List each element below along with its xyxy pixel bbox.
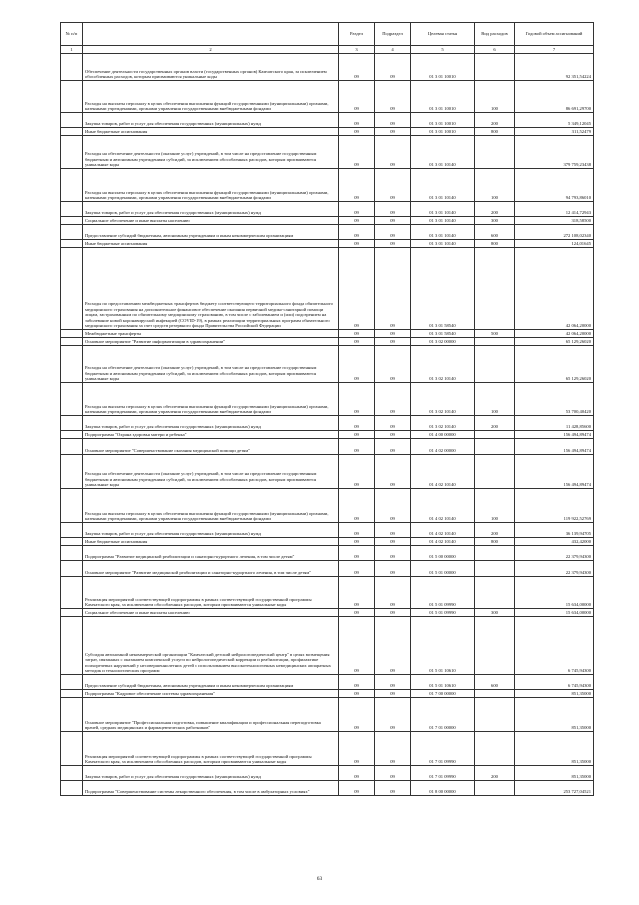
cell-row-number bbox=[61, 54, 83, 81]
table-row bbox=[61, 732, 594, 766]
cell-podrazdel: 09 bbox=[375, 113, 411, 128]
cell-name: Расходы по предоставлению межбюджетных трансфертов бюджету соответствующего территориального фонда обязательного медицинского страхования на дополнительное финансовое обеспечение оказания первичной медико-санитарной помощи лицам, застрахованным по обязательному медицинскому страхованию, в том числе с заболеванием и (или) подозрением на заболевание новой коронавирусной инфекцией (COVID-19), в рамках реализации территориальных программ обязательного медицинского страхования за счет средств резервного фонда Правительства Российской Федерации bbox=[83, 248, 339, 330]
cell-razdel: 09 bbox=[339, 136, 375, 169]
column-number: 2 bbox=[83, 46, 339, 54]
cell-expense-type: 100 bbox=[475, 169, 515, 202]
header-target-article: Целевая статья bbox=[411, 23, 475, 46]
cell-row-number bbox=[61, 732, 83, 766]
cell-annual-amount: 156 494,89474 bbox=[515, 431, 594, 439]
cell-razdel: 09 bbox=[339, 202, 375, 217]
cell-name: Расходы на обеспечение деятельности (оказание услуг) учреждений, в том числе на предоставление государственным бюджетным и автономным учреждениям субсидий, за исключением обособленных расходов, которым присваиваются уникальные коды bbox=[83, 346, 339, 383]
cell-target-article: 01 3 02 10140 bbox=[411, 346, 475, 383]
table-row bbox=[61, 439, 594, 455]
cell-expense-type: 100 bbox=[475, 81, 515, 113]
cell-name: Расходы на обеспечение деятельности (оказание услуг) учреждений, в том числе на предоставление государственным бюджетным и автономным учреждениям субсидий, за исключением обособленных расходов, которым присваиваются уникальные коды bbox=[83, 136, 339, 169]
cell-target-article: 01 4 00 00000 bbox=[411, 431, 475, 439]
table-row bbox=[61, 202, 594, 217]
table-row bbox=[61, 431, 594, 439]
cell-expense-type: 500 bbox=[475, 330, 515, 338]
cell-expense-type: 200 bbox=[475, 523, 515, 538]
cell-row-number bbox=[61, 113, 83, 128]
cell-podrazdel: 09 bbox=[375, 523, 411, 538]
cell-annual-amount: 851,35000 bbox=[515, 698, 594, 732]
table-row bbox=[61, 346, 594, 383]
cell-annual-amount: 22 379,94300 bbox=[515, 561, 594, 577]
cell-podrazdel: 09 bbox=[375, 136, 411, 169]
cell-name: Реализация мероприятий соответствующей подпрограммы в рамках соответствующей государственной программы Камчатского края, за исключением обособленных расходов, которым присваиваются уникальные коды bbox=[83, 732, 339, 766]
cell-row-number bbox=[61, 128, 83, 136]
header-razdel: Раздел bbox=[339, 23, 375, 46]
cell-row-number bbox=[61, 766, 83, 781]
header-expense-type: Вид расходов bbox=[475, 23, 515, 46]
cell-name: Расходы на выплаты персоналу в целях обеспечения выполнения функций государственными (муниципальными) органами, казенными учреждениями, органами управления государственными внебюджетными фондами bbox=[83, 489, 339, 523]
cell-target-article: 01 5 00 00000 bbox=[411, 546, 475, 561]
cell-name: Иные бюджетные ассигнования bbox=[83, 240, 339, 248]
cell-podrazdel: 09 bbox=[375, 128, 411, 136]
cell-razdel: 09 bbox=[339, 546, 375, 561]
cell-name: Расходы на обеспечение деятельности (оказание услуг) учреждений, в том числе на предоставление государственным бюджетным и автономным учреждениям субсидий, за исключением обособленных расходов, которым присваиваются уникальные коды bbox=[83, 455, 339, 489]
cell-expense-type: 100 bbox=[475, 489, 515, 523]
cell-row-number bbox=[61, 431, 83, 439]
cell-annual-amount: 6 745,94300 bbox=[515, 617, 594, 675]
cell-expense-type: 300 bbox=[475, 217, 515, 225]
cell-podrazdel: 09 bbox=[375, 346, 411, 383]
cell-razdel: 09 bbox=[339, 690, 375, 698]
cell-podrazdel: 09 bbox=[375, 455, 411, 489]
cell-razdel: 09 bbox=[339, 439, 375, 455]
cell-target-article: 01 7 01 09990 bbox=[411, 766, 475, 781]
cell-name: Межбюджетные трансферты bbox=[83, 330, 339, 338]
cell-annual-amount: 65 129,26020 bbox=[515, 338, 594, 346]
table-row bbox=[61, 561, 594, 577]
cell-annual-amount: 86 691,29700 bbox=[515, 81, 594, 113]
table-row bbox=[61, 217, 594, 225]
cell-annual-amount: 124,01645 bbox=[515, 240, 594, 248]
table-row bbox=[61, 240, 594, 248]
column-number: 4 bbox=[375, 46, 411, 54]
cell-target-article: 01 3 02 10140 bbox=[411, 383, 475, 416]
budget-table bbox=[60, 22, 594, 796]
cell-razdel: 09 bbox=[339, 698, 375, 732]
cell-name: Закупка товаров, работ и услуг для обеспечения государственных (муниципальных) нужд bbox=[83, 113, 339, 128]
cell-target-article: 01 5 01 09990 bbox=[411, 609, 475, 617]
table-row bbox=[61, 489, 594, 523]
cell-name: Закупка товаров, работ и услуг для обеспечения государственных (муниципальных) нужд bbox=[83, 766, 339, 781]
table-row bbox=[61, 766, 594, 781]
cell-podrazdel: 09 bbox=[375, 698, 411, 732]
cell-row-number bbox=[61, 439, 83, 455]
cell-target-article: 01 3 01 10140 bbox=[411, 217, 475, 225]
cell-razdel: 09 bbox=[339, 781, 375, 796]
cell-target-article: 01 3 01 10140 bbox=[411, 240, 475, 248]
cell-expense-type: 600 bbox=[475, 225, 515, 240]
cell-annual-amount: 53 700,40420 bbox=[515, 383, 594, 416]
cell-expense-type bbox=[475, 690, 515, 698]
cell-row-number bbox=[61, 561, 83, 577]
header-annual-amount: Годовой объем ассигнований bbox=[515, 23, 594, 46]
cell-podrazdel: 09 bbox=[375, 732, 411, 766]
cell-row-number bbox=[61, 489, 83, 523]
cell-annual-amount: 851,35000 bbox=[515, 732, 594, 766]
cell-row-number bbox=[61, 240, 83, 248]
cell-name: Подпрограмма "Охрана здоровья матери и ребенка" bbox=[83, 431, 339, 439]
cell-name: Подпрограмма "Развитие медицинской реабилитации и санаторно-курортного лечения, в том числе детям" bbox=[83, 546, 339, 561]
page-number: 63 bbox=[316, 876, 323, 882]
cell-target-article: 01 3 01 58540 bbox=[411, 248, 475, 330]
cell-podrazdel: 09 bbox=[375, 202, 411, 217]
cell-target-article: 01 5 01 10610 bbox=[411, 617, 475, 675]
table-row bbox=[61, 781, 594, 796]
table-row bbox=[61, 81, 594, 113]
cell-podrazdel: 09 bbox=[375, 617, 411, 675]
cell-expense-type: 800 bbox=[475, 240, 515, 248]
cell-name: Расходы на выплаты персоналу в целях обеспечения выполнения функций государственными (муниципальными) органами, казенными учреждениями, органами управления государственными внебюджетными фондами bbox=[83, 169, 339, 202]
cell-razdel: 09 bbox=[339, 338, 375, 346]
table-row bbox=[61, 617, 594, 675]
cell-row-number bbox=[61, 330, 83, 338]
column-number: 6 bbox=[475, 46, 515, 54]
cell-row-number bbox=[61, 136, 83, 169]
column-number-row bbox=[61, 46, 594, 54]
table-row bbox=[61, 546, 594, 561]
cell-annual-amount: 12 414,72943 bbox=[515, 202, 594, 217]
cell-expense-type bbox=[475, 455, 515, 489]
cell-row-number bbox=[61, 338, 83, 346]
cell-podrazdel: 09 bbox=[375, 538, 411, 546]
cell-podrazdel: 09 bbox=[375, 431, 411, 439]
cell-row-number bbox=[61, 346, 83, 383]
cell-row-number bbox=[61, 609, 83, 617]
cell-annual-amount: 272 108,02340 bbox=[515, 225, 594, 240]
table-row bbox=[61, 383, 594, 416]
cell-annual-amount: 94 793,86010 bbox=[515, 169, 594, 202]
cell-expense-type: 200 bbox=[475, 416, 515, 431]
cell-row-number bbox=[61, 416, 83, 431]
cell-annual-amount: 156 494,89474 bbox=[515, 455, 594, 489]
cell-podrazdel: 09 bbox=[375, 225, 411, 240]
cell-expense-type: 600 bbox=[475, 675, 515, 690]
cell-name: Закупка товаров, работ и услуг для обеспечения государственных (муниципальных) нужд bbox=[83, 202, 339, 217]
table-row bbox=[61, 455, 594, 489]
cell-expense-type bbox=[475, 617, 515, 675]
cell-row-number bbox=[61, 81, 83, 113]
cell-target-article: 01 4 02 10140 bbox=[411, 523, 475, 538]
cell-annual-amount: 65 129,26020 bbox=[515, 346, 594, 383]
column-number: 3 bbox=[339, 46, 375, 54]
cell-podrazdel: 09 bbox=[375, 81, 411, 113]
cell-annual-amount: 6 745,94300 bbox=[515, 675, 594, 690]
cell-row-number bbox=[61, 781, 83, 796]
table-row bbox=[61, 609, 594, 617]
cell-razdel: 09 bbox=[339, 431, 375, 439]
header-podrazdel: Подраздел bbox=[375, 23, 411, 46]
cell-podrazdel: 09 bbox=[375, 54, 411, 81]
table-row bbox=[61, 54, 594, 81]
table-row bbox=[61, 338, 594, 346]
cell-target-article: 01 3 01 10010 bbox=[411, 113, 475, 128]
cell-target-article: 01 7 01 00000 bbox=[411, 698, 475, 732]
cell-razdel: 09 bbox=[339, 240, 375, 248]
cell-name: Подпрограмма "Совершенствование системы лекарственного обеспечения, в том числе в амбулаторных условиях" bbox=[83, 781, 339, 796]
cell-expense-type bbox=[475, 546, 515, 561]
cell-razdel: 09 bbox=[339, 54, 375, 81]
cell-name: Обеспечение деятельности государственных органов власти (государственных органов) Камчатского края, за исключением обособленных расходов, которым присваиваются уникальные коды bbox=[83, 54, 339, 81]
column-number: 7 bbox=[515, 46, 594, 54]
cell-annual-amount: 42 064,20000 bbox=[515, 330, 594, 338]
cell-row-number bbox=[61, 217, 83, 225]
cell-expense-type bbox=[475, 248, 515, 330]
cell-razdel: 09 bbox=[339, 217, 375, 225]
cell-expense-type bbox=[475, 136, 515, 169]
cell-expense-type bbox=[475, 431, 515, 439]
cell-expense-type bbox=[475, 338, 515, 346]
cell-podrazdel: 09 bbox=[375, 248, 411, 330]
cell-target-article: 01 3 01 10140 bbox=[411, 225, 475, 240]
cell-annual-amount: 22 379,94300 bbox=[515, 546, 594, 561]
cell-expense-type: 200 bbox=[475, 202, 515, 217]
cell-razdel: 09 bbox=[339, 330, 375, 338]
cell-razdel: 09 bbox=[339, 128, 375, 136]
cell-expense-type bbox=[475, 732, 515, 766]
cell-name: Реализация мероприятий соответствующей подпрограммы в рамках соответствующей государственной программы Камчатского края, за исключением обособленных расходов, которым присваиваются уникальные коды bbox=[83, 577, 339, 609]
cell-target-article: 01 4 02 10140 bbox=[411, 538, 475, 546]
cell-expense-type bbox=[475, 781, 515, 796]
cell-name: Подпрограмма "Кадровое обеспечение системы здравоохранения" bbox=[83, 690, 339, 698]
cell-row-number bbox=[61, 523, 83, 538]
cell-podrazdel: 09 bbox=[375, 675, 411, 690]
cell-podrazdel: 09 bbox=[375, 330, 411, 338]
cell-expense-type: 200 bbox=[475, 113, 515, 128]
cell-razdel: 09 bbox=[339, 538, 375, 546]
cell-annual-amount: 379 759,23438 bbox=[515, 136, 594, 169]
cell-name: Социальное обеспечение и иные выплаты населению bbox=[83, 609, 339, 617]
cell-razdel: 09 bbox=[339, 248, 375, 330]
cell-expense-type bbox=[475, 54, 515, 81]
table-row bbox=[61, 577, 594, 609]
cell-annual-amount: 253 727,04521 bbox=[515, 781, 594, 796]
cell-target-article: 01 3 01 10010 bbox=[411, 54, 475, 81]
cell-podrazdel: 09 bbox=[375, 169, 411, 202]
cell-row-number bbox=[61, 538, 83, 546]
cell-razdel: 09 bbox=[339, 416, 375, 431]
column-number: 5 bbox=[411, 46, 475, 54]
cell-podrazdel: 09 bbox=[375, 439, 411, 455]
cell-annual-amount: 119 922,52769 bbox=[515, 489, 594, 523]
cell-podrazdel: 09 bbox=[375, 416, 411, 431]
cell-annual-amount: 851,35000 bbox=[515, 766, 594, 781]
cell-name: Основное мероприятие "Развитие информатизации в здравоохранении" bbox=[83, 338, 339, 346]
table-row bbox=[61, 416, 594, 431]
cell-row-number bbox=[61, 202, 83, 217]
cell-podrazdel: 09 bbox=[375, 781, 411, 796]
cell-target-article: 01 4 02 10140 bbox=[411, 489, 475, 523]
table-row bbox=[61, 136, 594, 169]
cell-razdel: 09 bbox=[339, 609, 375, 617]
table-row bbox=[61, 225, 594, 240]
cell-razdel: 09 bbox=[339, 675, 375, 690]
cell-name: Основное мероприятие "Совершенствование оказания медицинской помощи детям" bbox=[83, 439, 339, 455]
cell-row-number bbox=[61, 617, 83, 675]
cell-target-article: 01 3 01 58540 bbox=[411, 330, 475, 338]
table-row bbox=[61, 538, 594, 546]
cell-name: Закупка товаров, работ и услуг для обеспечения государственных (муниципальных) нужд bbox=[83, 523, 339, 538]
header-name bbox=[83, 23, 339, 46]
cell-row-number bbox=[61, 675, 83, 690]
cell-row-number bbox=[61, 546, 83, 561]
cell-annual-amount: 42 064,20000 bbox=[515, 248, 594, 330]
cell-expense-type: 100 bbox=[475, 383, 515, 416]
cell-expense-type: 300 bbox=[475, 609, 515, 617]
table-row bbox=[61, 330, 594, 338]
cell-podrazdel: 09 bbox=[375, 240, 411, 248]
cell-target-article: 01 8 00 00000 bbox=[411, 781, 475, 796]
cell-razdel: 09 bbox=[339, 113, 375, 128]
cell-razdel: 09 bbox=[339, 225, 375, 240]
cell-podrazdel: 09 bbox=[375, 690, 411, 698]
cell-row-number bbox=[61, 455, 83, 489]
cell-target-article: 01 4 02 10140 bbox=[411, 455, 475, 489]
cell-name: Иные бюджетные ассигнования bbox=[83, 128, 339, 136]
table-row bbox=[61, 690, 594, 698]
cell-expense-type: 800 bbox=[475, 538, 515, 546]
table-row bbox=[61, 675, 594, 690]
cell-row-number bbox=[61, 383, 83, 416]
cell-podrazdel: 09 bbox=[375, 338, 411, 346]
cell-name: Основное мероприятие "Развитие медицинской реабилитации и санаторно-курортного лечения, в том числе детям" bbox=[83, 561, 339, 577]
cell-row-number bbox=[61, 698, 83, 732]
cell-name: Основное мероприятие "Профессиональная подготовка, повышение квалификации и профессиональная переподготовка врачей, средних медицинских и фармацевтических работников" bbox=[83, 698, 339, 732]
cell-podrazdel: 09 bbox=[375, 489, 411, 523]
cell-target-article: 01 5 01 09990 bbox=[411, 577, 475, 609]
cell-name: Расходы на выплаты персоналу в целях обеспечения выполнения функций государственными (муниципальными) органами, казенными учреждениями, органами управления государственными внебюджетными фондами bbox=[83, 383, 339, 416]
cell-target-article: 01 3 01 10010 bbox=[411, 81, 475, 113]
cell-name: Субсидия автономной некоммерческой организации "Камчатский детский нейрологопедический центр" в целях возмещения затрат, связанных с оказанием комплексной услуги по нейрологопедической коррекции и реабилитации, профилактике психоречевых нарушений у несовершеннолетних детей с использованием высокотехнологичных немедицинских аппаратных методик и технологических программ bbox=[83, 617, 339, 675]
cell-row-number bbox=[61, 248, 83, 330]
cell-target-article: 01 7 00 00000 bbox=[411, 690, 475, 698]
cell-razdel: 09 bbox=[339, 523, 375, 538]
cell-name: Социальное обеспечение и иные выплаты населению bbox=[83, 217, 339, 225]
cell-expense-type bbox=[475, 561, 515, 577]
cell-annual-amount: 432,42000 bbox=[515, 538, 594, 546]
budget-table-sheet bbox=[60, 22, 593, 796]
cell-razdel: 09 bbox=[339, 489, 375, 523]
cell-razdel: 09 bbox=[339, 81, 375, 113]
cell-annual-amount: 15 634,00000 bbox=[515, 577, 594, 609]
cell-razdel: 09 bbox=[339, 617, 375, 675]
cell-razdel: 09 bbox=[339, 766, 375, 781]
header-row bbox=[61, 23, 594, 46]
cell-row-number bbox=[61, 225, 83, 240]
cell-razdel: 09 bbox=[339, 383, 375, 416]
cell-expense-type bbox=[475, 698, 515, 732]
cell-row-number bbox=[61, 690, 83, 698]
cell-razdel: 09 bbox=[339, 169, 375, 202]
cell-razdel: 09 bbox=[339, 561, 375, 577]
table-row bbox=[61, 169, 594, 202]
cell-target-article: 01 3 01 10010 bbox=[411, 128, 475, 136]
cell-name: Закупка товаров, работ и услуг для обеспечения государственных (муниципальных) нужд bbox=[83, 416, 339, 431]
cell-name: Расходы на выплаты персоналу в целях обеспечения выполнения функций государственными (муниципальными) органами, казенными учреждениями, органами управления государственными внебюджетными фондами bbox=[83, 81, 339, 113]
cell-expense-type bbox=[475, 577, 515, 609]
cell-target-article: 01 5 01 00000 bbox=[411, 561, 475, 577]
cell-podrazdel: 09 bbox=[375, 577, 411, 609]
cell-podrazdel: 09 bbox=[375, 766, 411, 781]
cell-name: Иные бюджетные ассигнования bbox=[83, 538, 339, 546]
table-row bbox=[61, 523, 594, 538]
cell-name: Предоставление субсидий бюджетным, автономным учреждениям и иным некоммерческим организациям bbox=[83, 675, 339, 690]
cell-annual-amount: 15 634,00000 bbox=[515, 609, 594, 617]
cell-podrazdel: 09 bbox=[375, 546, 411, 561]
cell-podrazdel: 09 bbox=[375, 561, 411, 577]
cell-annual-amount: 318,58500 bbox=[515, 217, 594, 225]
table-row bbox=[61, 248, 594, 330]
header-row-number: № п/п bbox=[61, 23, 83, 46]
budget-rows bbox=[61, 54, 594, 796]
cell-target-article: 01 3 01 10140 bbox=[411, 169, 475, 202]
cell-razdel: 09 bbox=[339, 346, 375, 383]
cell-annual-amount: 92 351,54224 bbox=[515, 54, 594, 81]
cell-expense-type bbox=[475, 346, 515, 383]
table-row bbox=[61, 113, 594, 128]
cell-podrazdel: 09 bbox=[375, 609, 411, 617]
cell-podrazdel: 09 bbox=[375, 383, 411, 416]
cell-annual-amount: 851,35000 bbox=[515, 690, 594, 698]
cell-razdel: 09 bbox=[339, 455, 375, 489]
cell-annual-amount: 11 428,85600 bbox=[515, 416, 594, 431]
cell-row-number bbox=[61, 169, 83, 202]
cell-target-article: 01 3 01 10140 bbox=[411, 202, 475, 217]
table-row bbox=[61, 698, 594, 732]
cell-expense-type bbox=[475, 439, 515, 455]
cell-razdel: 09 bbox=[339, 732, 375, 766]
cell-razdel: 09 bbox=[339, 577, 375, 609]
cell-annual-amount: 36 139,94705 bbox=[515, 523, 594, 538]
cell-row-number bbox=[61, 577, 83, 609]
cell-target-article: 01 4 02 00000 bbox=[411, 439, 475, 455]
cell-target-article: 01 5 01 10610 bbox=[411, 675, 475, 690]
cell-annual-amount: 5 349,12045 bbox=[515, 113, 594, 128]
cell-expense-type: 200 bbox=[475, 766, 515, 781]
column-number: 1 bbox=[61, 46, 83, 54]
cell-target-article: 01 7 01 09990 bbox=[411, 732, 475, 766]
cell-expense-type: 800 bbox=[475, 128, 515, 136]
cell-target-article: 01 3 02 00000 bbox=[411, 338, 475, 346]
cell-target-article: 01 3 01 10140 bbox=[411, 136, 475, 169]
cell-annual-amount: 311,52479 bbox=[515, 128, 594, 136]
table-row bbox=[61, 128, 594, 136]
cell-annual-amount: 156 494,89474 bbox=[515, 439, 594, 455]
cell-target-article: 01 3 02 10140 bbox=[411, 416, 475, 431]
cell-podrazdel: 09 bbox=[375, 217, 411, 225]
cell-name: Предоставление субсидий бюджетным, автономным учреждениям и иным некоммерческим организациям bbox=[83, 225, 339, 240]
